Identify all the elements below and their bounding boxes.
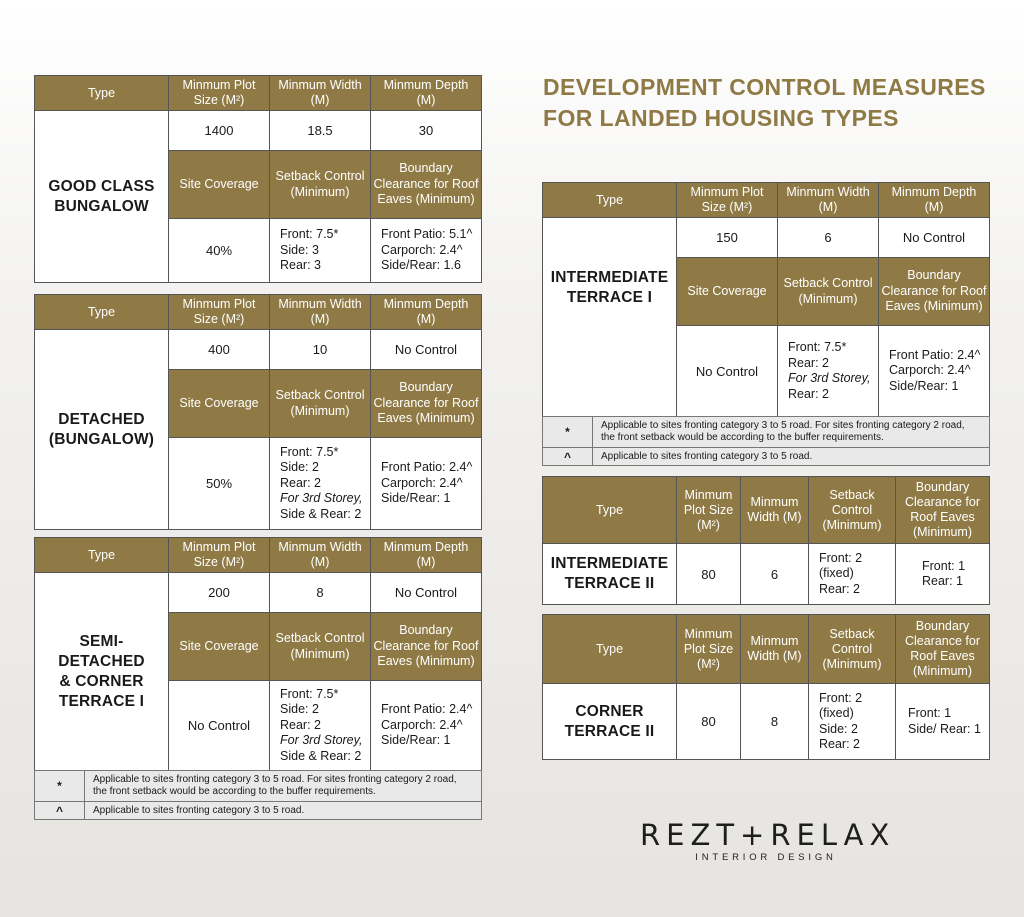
header-type: Type [35,295,169,330]
width-value: 8 [741,684,809,760]
brand-name: REZT+RELAX [640,818,896,852]
plot-value: 1400 [169,111,270,151]
brand-logo [640,818,896,863]
header-min-plot: Minmum Plot Size (M²) [169,538,270,573]
width-value: 10 [270,330,371,370]
type-cell: GOOD CLASS BUNGALOW [35,111,169,283]
footnote-caret-text: Applicable to sites fronting category 3 to 5 road. [593,448,990,466]
coverage-value: No Control [677,326,778,417]
header-boundary: Boundary Clearance for Roof Eaves (Minimum) [896,615,990,684]
coverage-value: No Control [169,681,270,771]
plot-value: 200 [169,573,270,613]
intermediate-terrace-2-table [542,476,990,605]
footnote-caret-symbol: ^ [543,448,593,466]
footnote-star-text: Applicable to sites fronting category 3 to 5 road. For sites fronting category 2 road, the front setback would be according to the buffer requirements. [593,417,990,448]
header-type: Type [35,76,169,111]
plot-value: 80 [677,544,741,605]
footnote-star-symbol: * [543,417,593,448]
footnotes-right [542,416,990,466]
header-min-width: Minmum Width (M) [778,183,879,218]
footnotes-left [34,770,482,820]
header-min-plot: Minmum Plot Size (M²) [169,76,270,111]
header-type: Type [543,477,677,544]
setback-values: Front: 7.5* Side: 3 Rear: 3 [270,219,371,283]
footnote-caret-symbol: ^ [35,802,85,820]
header-setback: Setback Control (Minimum) [809,615,896,684]
boundary-header: Boundary Clearance for Roof Eaves (Minimum) [371,613,482,681]
header-min-depth: Minmum Depth (M) [371,295,482,330]
header-min-plot: Minmum Plot Size (M²) [677,615,741,684]
site-coverage-header: Site Coverage [169,613,270,681]
header-boundary: Boundary Clearance for Roof Eaves (Minimum) [896,477,990,544]
depth-value: No Control [371,330,482,370]
setback-header: Setback Control (Minimum) [270,613,371,681]
brand-tagline: INTERIOR DESIGN [695,852,837,863]
detached-table [34,294,482,530]
title-line-2: FOR LANDED HOUSING TYPES [543,105,899,131]
good-class-bungalow-table [34,75,482,283]
header-min-width: Minmum Width (M) [270,295,371,330]
boundary-values: Front Patio: 2.4^ Carporch: 2.4^ Side/Rear: 1 [371,681,482,771]
header-min-depth: Minmum Depth (M) [879,183,990,218]
setback-values: Front: 7.5* Side: 2 Rear: 2 For 3rd Storey, Side & Rear: 2 [270,438,371,530]
corner-terrace-2-table [542,614,990,760]
footnote-caret-text: Applicable to sites fronting category 3 to 5 road. [85,802,482,820]
header-min-width: Minmum Width (M) [741,477,809,544]
header-min-depth: Minmum Depth (M) [371,538,482,573]
footnote-star-symbol: * [35,771,85,802]
boundary-values: Front Patio: 2.4^ Carporch: 2.4^ Side/Rear: 1 [371,438,482,530]
boundary-header: Boundary Clearance for Roof Eaves (Minimum) [371,151,482,219]
setback-header: Setback Control (Minimum) [270,370,371,438]
header-min-width: Minmum Width (M) [741,615,809,684]
setback-values: Front: 2 (fixed) Rear: 2 [809,544,896,605]
plot-value: 400 [169,330,270,370]
plot-value: 150 [677,218,778,258]
coverage-value: 50% [169,438,270,530]
boundary-values: Front Patio: 5.1^ Carporch: 2.4^ Side/Rear: 1.6 [371,219,482,283]
header-type: Type [35,538,169,573]
header-min-width: Minmum Width (M) [270,538,371,573]
depth-value: No Control [879,218,990,258]
header-min-depth: Minmum Depth (M) [371,76,482,111]
setback-values: Front: 2 (fixed) Side: 2 Rear: 2 [809,684,896,760]
width-value: 18.5 [270,111,371,151]
header-min-plot: Minmum Plot Size (M²) [677,477,741,544]
intermediate-terrace-1-table [542,182,990,417]
boundary-values: Front: 1 Side/ Rear: 1 [896,684,990,760]
boundary-header: Boundary Clearance for Roof Eaves (Minimum) [879,258,990,326]
header-min-width: Minmum Width (M) [270,76,371,111]
setback-values: Front: 7.5* Side: 2 Rear: 2 For 3rd Storey, Side & Rear: 2 [270,681,371,771]
boundary-values: Front: 1 Rear: 1 [896,544,990,605]
type-cell: DETACHED (BUNGALOW) [35,330,169,530]
boundary-values: Front Patio: 2.4^ Carporch: 2.4^ Side/Rear: 1 [879,326,990,417]
site-coverage-header: Site Coverage [169,151,270,219]
page-title [543,72,986,134]
type-cell: INTERMEDIATE TERRACE I [543,218,677,417]
header-min-plot: Minmum Plot Size (M²) [677,183,778,218]
type-cell: INTERMEDIATE TERRACE II [543,544,677,605]
header-type: Type [543,183,677,218]
header-type: Type [543,615,677,684]
site-coverage-header: Site Coverage [677,258,778,326]
depth-value: 30 [371,111,482,151]
header-min-plot: Minmum Plot Size (M²) [169,295,270,330]
width-value: 6 [741,544,809,605]
setback-header: Setback Control (Minimum) [270,151,371,219]
footnote-star-text: Applicable to sites fronting category 3 to 5 road. For sites fronting category 2 road, the front setback would be according to the buffer requirements. [85,771,482,802]
depth-value: No Control [371,573,482,613]
title-line-1: DEVELOPMENT CONTROL MEASURES [543,74,986,100]
coverage-value: 40% [169,219,270,283]
width-value: 8 [270,573,371,613]
type-cell: SEMI-DETACHED & CORNER TERRACE I [35,573,169,771]
width-value: 6 [778,218,879,258]
setback-header: Setback Control (Minimum) [778,258,879,326]
setback-values: Front: 7.5* Rear: 2 For 3rd Storey, Rear: 2 [778,326,879,417]
header-setback: Setback Control (Minimum) [809,477,896,544]
semi-detached-table [34,537,482,771]
plot-value: 80 [677,684,741,760]
boundary-header: Boundary Clearance for Roof Eaves (Minimum) [371,370,482,438]
type-cell: CORNER TERRACE II [543,684,677,760]
site-coverage-header: Site Coverage [169,370,270,438]
